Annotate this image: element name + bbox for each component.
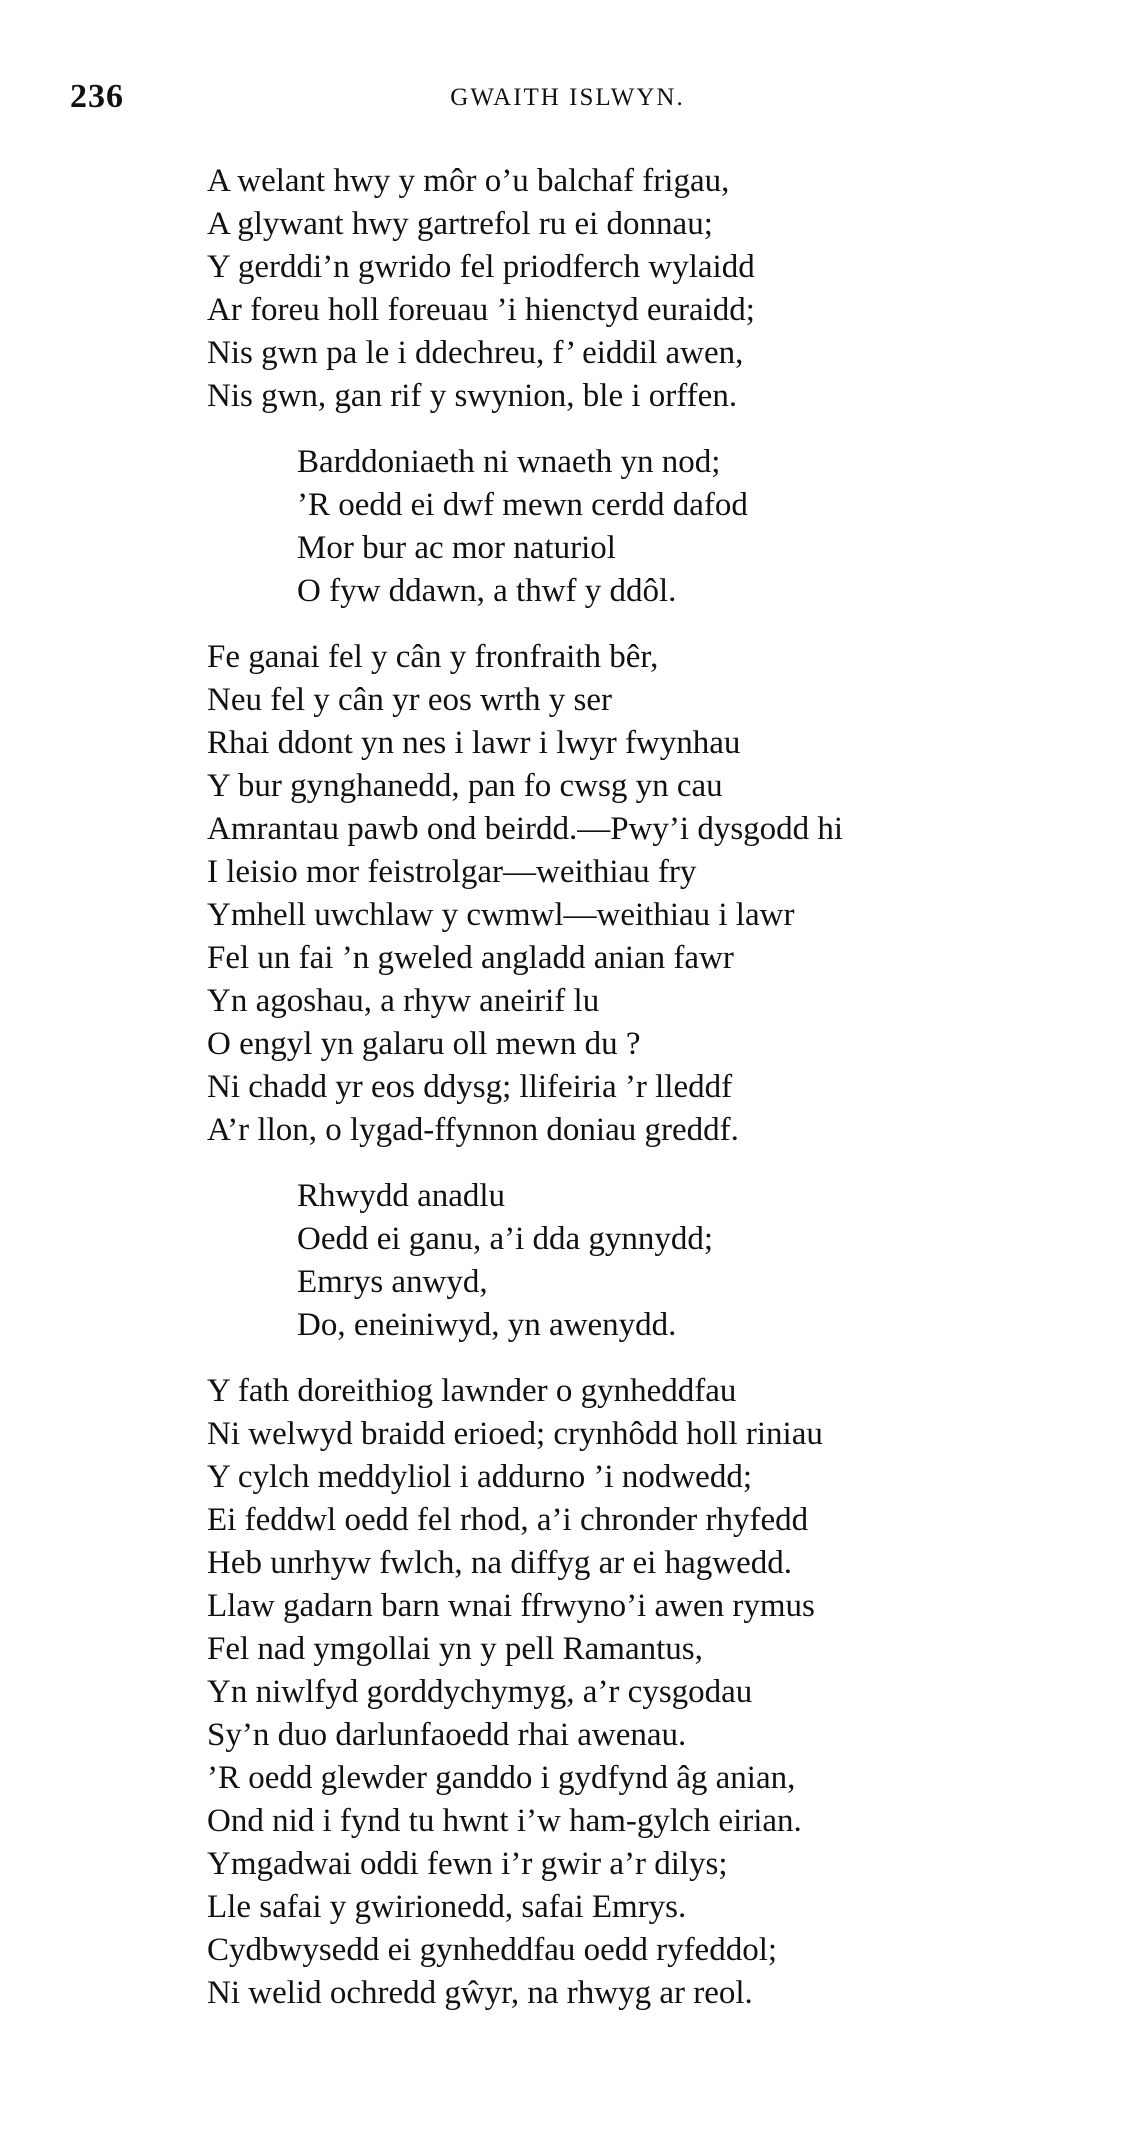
poem-line: Ond nid i fynd tu hwnt i’w ham-gylch eirian.: [207, 1803, 802, 1839]
poem-line: Ar foreu holl foreuau ’i hienctyd euraidd;: [207, 292, 755, 328]
poem-line: ’R oedd ei dwf mewn cerdd dafod: [297, 487, 748, 523]
stanza: [207, 636, 1117, 1152]
poem-line: Barddoniaeth ni wnaeth yn nod;: [297, 444, 721, 480]
poem-line: A welant hwy y môr o’u balchaf frigau,: [207, 163, 730, 199]
poem-line: Amrantau pawb ond beirdd.—Pwy’i dysgodd hi: [207, 811, 844, 847]
poem-line: Cydbwysedd ei gynheddfau oedd ryfeddol;: [207, 1932, 778, 1968]
stanza: [207, 160, 1117, 418]
poem-line: Yn agoshau, a rhyw aneirif lu: [207, 983, 600, 1019]
poem-line: Nis gwn pa le i ddechreu, f’ eiddil awen,: [207, 335, 744, 371]
poem-line: I leisio mor feistrolgar—weithiau fry: [207, 854, 697, 890]
poem-line: Ymhell uwchlaw y cwmwl—weithiau i lawr: [207, 897, 795, 933]
poem-line: Ymgadwai oddi fewn i’r gwir a’r dilys;: [207, 1846, 728, 1882]
poem-line: ’R oedd glewder ganddo i gydfynd âg anian,: [207, 1760, 796, 1796]
poem: [207, 160, 1117, 2015]
stanza: [207, 1370, 1117, 2015]
poem-line: A glywant hwy gartrefol ru ei donnau;: [207, 206, 713, 242]
page-number: 236: [70, 78, 124, 115]
poem-line: Y gerddi’n gwrido fel priodferch wylaidd: [207, 249, 755, 285]
poem-line: Sy’n duo darlunfaoedd rhai awenau.: [207, 1717, 687, 1753]
poem-line: Ni welid ochredd gŵyr, na rhwyg ar reol.: [207, 1975, 753, 2011]
poem-line: Fel un fai ’n gweled angladd anian fawr: [207, 940, 734, 976]
poem-line: Heb unrhyw fwlch, na diffyg ar ei hagwedd.: [207, 1545, 792, 1581]
poem-line: Y fath doreithiog lawnder o gynheddfau: [207, 1373, 737, 1409]
poem-line: Oedd ei ganu, a’i dda gynnydd;: [297, 1221, 714, 1257]
poem-line: Fe ganai fel y cân y fronfraith bêr,: [207, 639, 659, 675]
poem-line: Ei feddwl oedd fel rhod, a’i chronder rhyfedd: [207, 1502, 809, 1538]
poem-line: Rhwydd anadlu: [297, 1178, 506, 1214]
stanza-indented: [207, 1175, 1117, 1347]
poem-line: Ni welwyd braidd erioed; crynhôdd holl riniau: [207, 1416, 823, 1452]
poem-line: Y cylch meddyliol i addurno ’i nodwedd;: [207, 1459, 752, 1495]
poem-line: Emrys anwyd,: [297, 1264, 488, 1300]
stanza-indented: [207, 441, 1117, 613]
poem-line: Do, eneiniwyd, yn awenydd.: [297, 1307, 677, 1343]
poem-line: O engyl yn galaru oll mewn du ?: [207, 1026, 641, 1062]
poem-line: Neu fel y cân yr eos wrth y ser: [207, 682, 613, 718]
poem-line: Llaw gadarn barn wnai ffrwyno’i awen rymus: [207, 1588, 815, 1624]
poem-line: Rhai ddont yn nes i lawr i lwyr fwynhau: [207, 725, 741, 761]
poem-line: Ni chadd yr eos ddysg; llifeiria ’r lleddf: [207, 1069, 733, 1105]
poem-line: O fyw ddawn, a thwf y ddôl.: [297, 573, 677, 609]
poem-line: Lle safai y gwirionedd, safai Emrys.: [207, 1889, 687, 1925]
poem-line: Yn niwlfyd gorddychymyg, a’r cysgodau: [207, 1674, 753, 1710]
poem-line: Y bur gynghanedd, pan fo cwsg yn cau: [207, 768, 723, 804]
running-head: GWAITH ISLWYN.: [450, 84, 685, 111]
poem-line: Fel nad ymgollai yn y pell Ramantus,: [207, 1631, 703, 1667]
poem-line: Mor bur ac mor naturiol: [297, 530, 616, 566]
poem-line: Nis gwn, gan rif y swynion, ble i orffen.: [207, 378, 738, 414]
poem-line: A’r llon, o lygad-ffynnon doniau greddf.: [207, 1112, 739, 1148]
